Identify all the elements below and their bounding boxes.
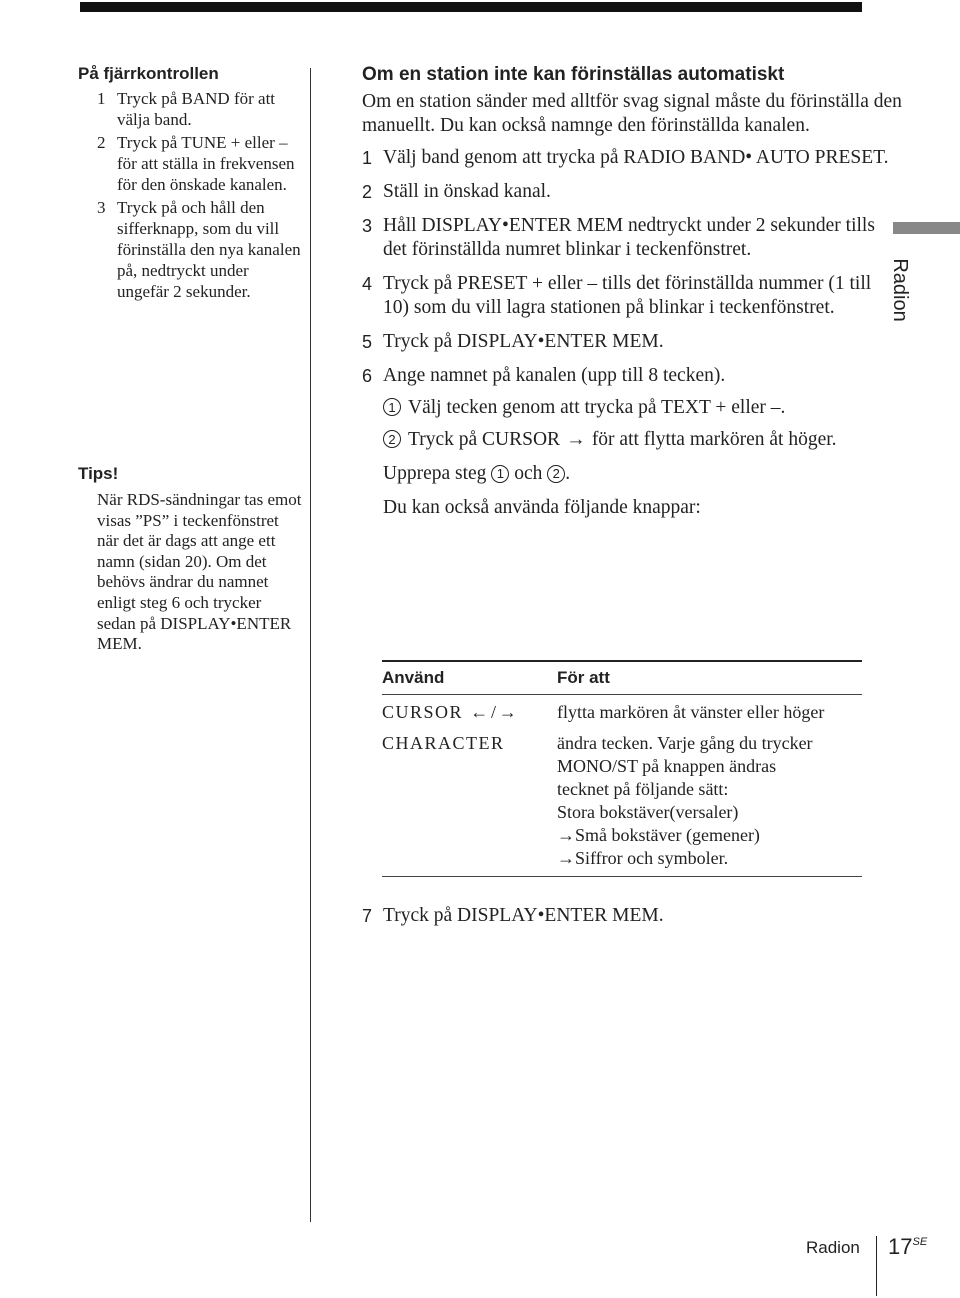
top-rule <box>80 2 862 12</box>
arrow-right-icon: → <box>498 702 519 722</box>
arrow-left-icon: ← <box>470 702 490 722</box>
column-header: För att <box>557 668 610 687</box>
substep-2: 2 Tryck på CURSOR → för att flytta markören åt höger. <box>362 428 902 452</box>
tips-section <box>78 464 303 655</box>
intro-text: Om en station sänder med alltför svag signal måste du förinställa den manuellt. Du kan också namnge den förinställda kanalen. <box>362 91 902 136</box>
list-item: 3 Tryck på och håll den sifferknapp, som du vill förinställa den nya kanalen på, nedtryckt under ungefär 2 sekunder. <box>97 198 301 301</box>
manual-preset-section <box>362 64 902 530</box>
arrow-right-icon: → <box>566 429 586 450</box>
remote-section <box>78 64 303 304</box>
list-item: 1 Tryck på BAND för att välja band. <box>97 89 276 129</box>
substep-1: 1 Välj tecken genom att trycka på TEXT + eller –. <box>362 396 902 420</box>
section-tab-label: Radion <box>889 258 912 322</box>
list-item: 6 Ange namnet på kanalen (upp till 8 tecken). <box>362 365 726 386</box>
circled-number: 1 <box>491 465 509 483</box>
page-number: $17^{SE}$ <box>888 1234 928 1259</box>
column-divider <box>310 68 311 1222</box>
table-header <box>382 662 862 694</box>
step-7 <box>362 904 902 938</box>
section-tab-bar <box>893 222 960 234</box>
list-item: 4 Tryck på PRESET + eller – tills det förinställda nummer (1 till 10) som du vill lagra stationen på blinkar i teckenfönstret. <box>362 273 872 318</box>
list-item: 2 Ställ in önskad kanal. <box>362 181 551 202</box>
tips-heading: Tips! <box>78 464 119 483</box>
list-item: 3 Håll DISPLAY•ENTER MEM nedtryckt under 2 sekunder tills det förinställda numret blinkar i teckenfönstret. <box>362 215 875 260</box>
section-heading: Om en station inte kan förinställas automatiskt <box>362 64 785 85</box>
list-item: 1 Välj band genom att trycka på RADIO BAND• AUTO PRESET. <box>362 147 889 168</box>
list-item: 2 Tryck på TUNE + eller – för att ställa in frekvensen för den önskade kanalen. <box>97 133 295 194</box>
remote-steps <box>78 88 303 302</box>
circled-number: 2 <box>547 465 565 483</box>
circled-number: 2 <box>383 430 401 448</box>
table-row: CHARACTER ändra tecken. Varje gång du trycker MONO/ST på knappen ändras tecknet på följande sätt: Stora bokstäver(versaler) →Små bokstäver (gemener) →Siffror och symboler. <box>382 733 813 868</box>
tips-text: När RDS-sändningar tas emot visas ”PS” i teckenfönstret när det är dags att ange ett namn (sidan 20). Om det behövs ändrar du namnet enligt steg 6 och trycker sedan på DISPLAY•ENTER MEM. <box>97 490 302 654</box>
also-text: Du kan också använda följande knappar: <box>383 497 701 518</box>
circled-number: 1 <box>383 398 401 416</box>
remote-heading: På fjärrkontrollen <box>78 64 219 83</box>
step-list <box>362 146 902 388</box>
list-item: 7 Tryck på DISPLAY•ENTER MEM. <box>362 905 664 926</box>
footer-divider <box>876 1236 877 1296</box>
repeat-text: Upprepa steg 1 och 2 . <box>383 463 571 484</box>
column-header: Använd <box>382 668 445 687</box>
button-table <box>382 660 862 877</box>
list-item: 5 Tryck på DISPLAY•ENTER MEM. <box>362 331 664 352</box>
table-rule <box>382 876 862 877</box>
table-row: CURSOR ←/→ flytta markören åt vänster eller höger <box>382 702 825 722</box>
footer-section: Radion <box>806 1238 860 1257</box>
